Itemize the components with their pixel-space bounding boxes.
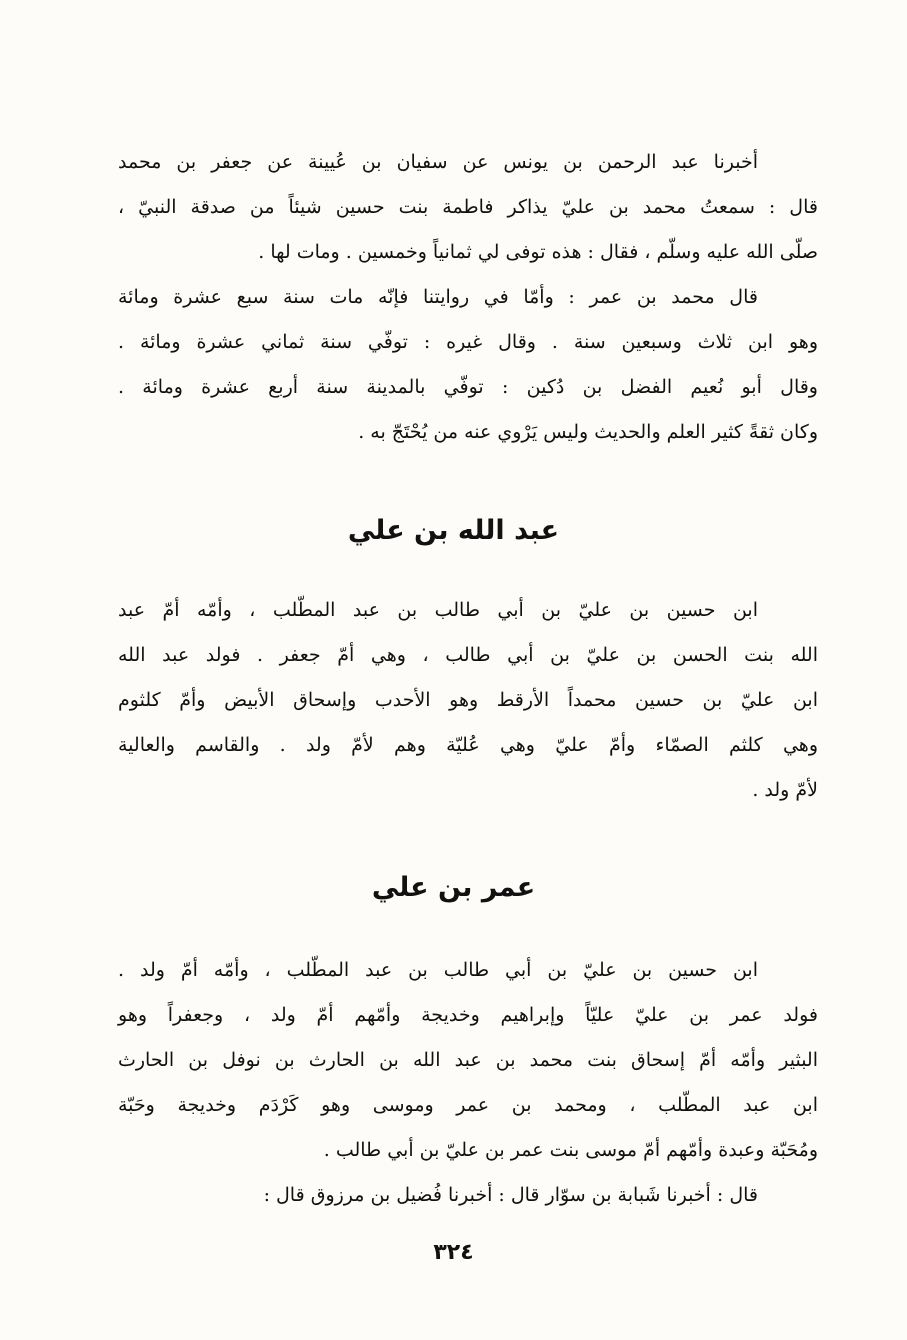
text-line: وهو ابن ثلاث وسبعين سنة . وقال غيره : توفّي سنة ثماني عشرة ومائة .	[118, 331, 818, 353]
section-heading: عبد الله بن علي	[347, 515, 560, 546]
text-line: ابن حسين بن عليّ بن أبي طالب بن عبد المطّلب ، وأمّه أمّ عبد	[118, 599, 758, 621]
text-line: ومُحَبّة وعبدة وأمّهم أمّ موسى بنت عمر بن عليّ بن أبي طالب .	[323, 1139, 818, 1161]
text-line: ابن عليّ بن حسين محمداً الأرقط وهو الأحدب وإسحاق الأبيض وأمّ كلثوم	[118, 689, 818, 711]
text-line: ابن حسين بن عليّ بن أبي طالب بن عبد المطّلب ، وأمّه أمّ ولد .	[118, 959, 758, 981]
paragraph-biography	[118, 948, 818, 1218]
text-line: وكان ثقةً كثير العلم والحديث وليس يَرْوي عنه من يُحْتَجّ به .	[358, 421, 818, 443]
text-line: وهي كلثم الصمّاء وأمّ عليّ وهي عُليّة وهم لأمّ ولد . والقاسم والعالية	[118, 734, 818, 756]
paragraph-biography	[118, 588, 818, 813]
text-line: أخبرنا عبد الرحمن بن يونس عن سفيان بن عُيينة عن جعفر بن محمد	[118, 151, 758, 173]
text-line: قال محمد بن عمر : وأمّا في روايتنا فإنّه مات سنة سبع عشرة ومائة	[118, 286, 758, 308]
text-line: قال : سمعتُ محمد بن عليّ يذاكر فاطمة بنت حسين شيئاً من صدقة النبيّ ،	[118, 196, 818, 218]
section-heading: عمر بن علي	[371, 872, 536, 903]
text-line: وقال أبو نُعيم الفضل بن دُكين : توفّي بالمدينة سنة أربع عشرة ومائة .	[118, 376, 818, 398]
text-line: البثير وأمّه أمّ إسحاق بنت محمد بن عبد الله بن الحارث بن نوفل بن الحارث	[118, 1049, 818, 1071]
text-line: قال : أخبرنا شَبابة بن سوّار قال : أخبرنا فُضيل بن مرزوق قال :	[263, 1184, 758, 1206]
text-line: الله بنت الحسن بن عليّ بن أبي طالب ، وهي أمّ جعفر . فولد عبد الله	[118, 644, 818, 666]
text-line: لأمّ ولد .	[752, 779, 818, 801]
paragraph-narration	[118, 140, 818, 455]
page-number: ٣٢٤	[433, 1240, 474, 1265]
text-line: صلّى الله عليه وسلّم ، فقال : هذه توفى لي ثمانياً وخمسين . ومات لها .	[258, 241, 818, 263]
text-line: فولد عمر بن عليّ عليّاً وإبراهيم وخديجة وأمّهم أمّ ولد ، وجعفراً وهو	[118, 1004, 818, 1026]
text-line: ابن عبد المطّلب ، ومحمد بن عمر وموسى وهو كَرْدَم وخديجة وحَبّة	[118, 1094, 818, 1116]
